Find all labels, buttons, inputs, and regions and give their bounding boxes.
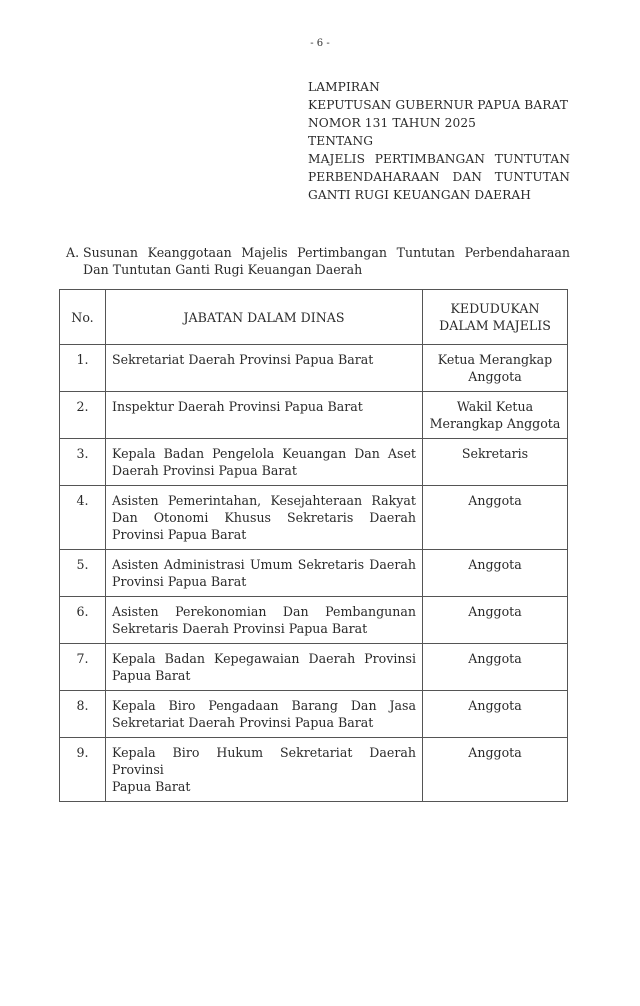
kedudukan-line: Wakil Ketua [456, 399, 534, 414]
table-row [60, 486, 568, 550]
jabatan-cell [106, 691, 423, 738]
kedudukan-cell [423, 691, 568, 738]
table-header-row [60, 290, 568, 345]
section-title-line: Susunan Keanggotaan Majelis Pertimbangan Tuntutan Perbendaharaan [83, 245, 570, 260]
row-number: 4. [60, 486, 106, 550]
row-number: 7. [60, 644, 106, 691]
table-row [60, 597, 568, 644]
kedudukan-line: Anggota [468, 745, 522, 760]
table-row [60, 550, 568, 597]
kedudukan-line: Anggota [468, 557, 522, 572]
members-table [59, 289, 568, 802]
header-line: PERBENDAHARAAN DAN TUNTUTAN [308, 170, 570, 184]
jabatan-line: Sekretariat Daerah Provinsi Papua Barat [112, 352, 374, 367]
jabatan-cell [106, 550, 423, 597]
jabatan-line: Dan Otonomi Khusus Sekretaris Daerah [112, 510, 416, 525]
section-title-line: Dan Tuntutan Ganti Rugi Keuangan Daerah [83, 262, 363, 277]
kedudukan-cell [423, 439, 568, 486]
jabatan-line: Asisten Perekonomian Dan Pembangunan [112, 604, 416, 619]
row-number: 3. [60, 439, 106, 486]
kedudukan-cell [423, 345, 568, 392]
jabatan-line: Sekretaris Daerah Provinsi Papua Barat [112, 621, 368, 636]
jabatan-cell [106, 738, 423, 802]
kedudukan-line: Anggota [468, 651, 522, 666]
header-jabatan: JABATAN DALAM DINAS [106, 290, 423, 345]
jabatan-line: Papua Barat [112, 779, 191, 794]
kedudukan-cell [423, 486, 568, 550]
kedudukan-cell [423, 550, 568, 597]
jabatan-line: Kepala Biro Hukum Sekretariat Daerah Provinsi [112, 745, 416, 777]
table-row [60, 738, 568, 802]
jabatan-cell [106, 597, 423, 644]
kedudukan-line: Ketua Merangkap [437, 352, 553, 367]
jabatan-line: Inspektur Daerah Provinsi Papua Barat [112, 399, 363, 414]
row-number: 6. [60, 597, 106, 644]
row-number: 9. [60, 738, 106, 802]
jabatan-line: Papua Barat [112, 668, 191, 683]
header-line: MAJELIS PERTIMBANGAN TUNTUTAN [308, 152, 570, 166]
table-row [60, 691, 568, 738]
jabatan-line: Asisten Pemerintahan, Kesejahteraan Rakyat [112, 493, 416, 508]
jabatan-cell [106, 486, 423, 550]
lampiran-header [308, 78, 570, 204]
header-no: No. [60, 290, 106, 345]
row-number: 2. [60, 392, 106, 439]
section-letter: A. [66, 245, 80, 260]
row-number: 8. [60, 691, 106, 738]
jabatan-cell [106, 644, 423, 691]
jabatan-line: Kepala Biro Pengadaan Barang Dan Jasa [112, 698, 416, 713]
header-line: LAMPIRAN [308, 80, 380, 94]
kedudukan-line: Merangkap Anggota [429, 416, 561, 431]
kedudukan-cell [423, 597, 568, 644]
row-number: 5. [60, 550, 106, 597]
jabatan-line: Kepala Badan Kepegawaian Daerah Provinsi [112, 651, 416, 666]
jabatan-line: Asisten Administrasi Umum Sekretaris Daerah [112, 557, 416, 572]
jabatan-line: Daerah Provinsi Papua Barat [112, 463, 297, 478]
jabatan-line: Sekretariat Daerah Provinsi Papua Barat [112, 715, 374, 730]
section-heading [66, 244, 570, 278]
header-line: KEPUTUSAN GUBERNUR PAPUA BARAT [308, 98, 569, 112]
jabatan-cell [106, 345, 423, 392]
kedudukan-line: Anggota [468, 698, 522, 713]
header-line: NOMOR 131 TAHUN 2025 [308, 116, 477, 130]
header-line: GANTI RUGI KEUANGAN DAERAH [308, 188, 532, 202]
table-row [60, 439, 568, 486]
jabatan-line: Provinsi Papua Barat [112, 527, 247, 542]
kedudukan-cell [423, 392, 568, 439]
jabatan-cell [106, 392, 423, 439]
jabatan-line: Provinsi Papua Barat [112, 574, 247, 589]
table-row [60, 345, 568, 392]
kedudukan-line: Sekretaris [461, 446, 529, 461]
page-number: - 6 - [310, 38, 330, 49]
kedudukan-cell [423, 644, 568, 691]
header-kedudukan-line: KEDUDUKAN [450, 301, 540, 316]
kedudukan-line: Anggota [468, 604, 522, 619]
header-line: TENTANG [308, 134, 374, 148]
jabatan-cell [106, 439, 423, 486]
kedudukan-cell [423, 738, 568, 802]
table-row [60, 392, 568, 439]
header-kedudukan-line: DALAM MAJELIS [439, 318, 551, 333]
kedudukan-line: Anggota [468, 369, 522, 384]
row-number: 1. [60, 345, 106, 392]
jabatan-line: Kepala Badan Pengelola Keuangan Dan Aset [112, 446, 416, 461]
kedudukan-line: Anggota [468, 493, 522, 508]
table-row [60, 644, 568, 691]
header-kedudukan [423, 290, 568, 345]
